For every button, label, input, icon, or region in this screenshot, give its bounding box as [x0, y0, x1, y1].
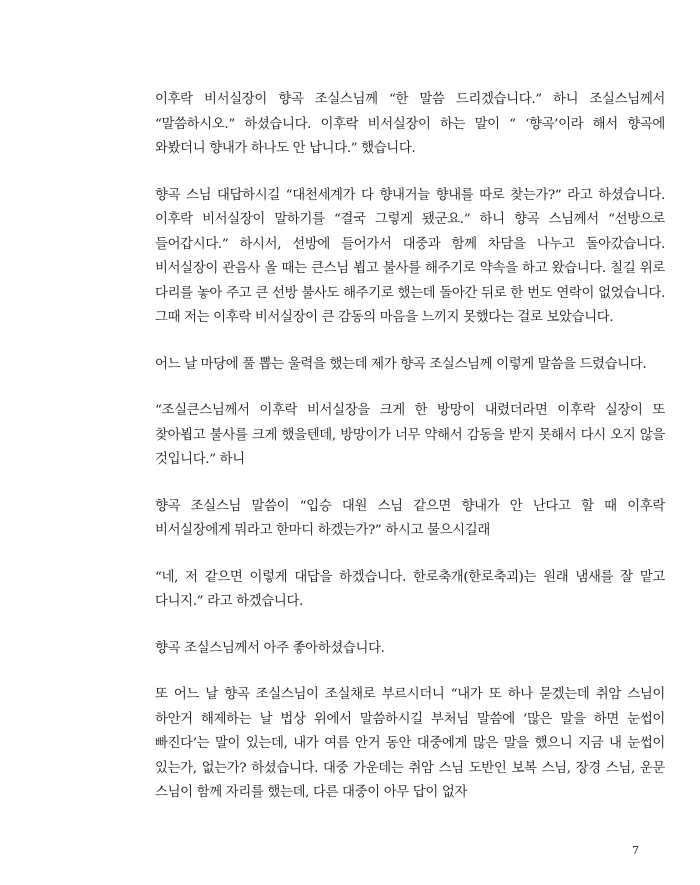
- paragraph: “조실큰스님께서 이후락 비서실장을 크게 한 방망이 내렸더라면 이후락 실장이 또 찾아뵙고 불사를 크게 했을텐데, 방망이가 너무 약해서 감동을 받지 못해서 다시 오지 않을 것입니다.” 하니: [155, 403, 665, 467]
- paragraph: 향곡 조실스님께서 아주 좋아하셨습니다.: [155, 640, 385, 656]
- page-number: 7: [632, 844, 639, 857]
- paragraph: 어느 날 마당에 풀 뽑는 울력을 했는데 제가 향곡 조실스님께 이렇게 말씀을 드렸습니다.: [155, 356, 647, 372]
- paragraph: “네, 저 같으면 이렇게 대답을 하겠습니다. 한로축개(한로축괴)는 원래 냄새를 잘 맡고 다니지.” 라고 하겠습니다.: [155, 569, 665, 609]
- paragraph: 향곡 조실스님 말씀이 “입승 대원 스님 같으면 향내가 안 난다고 할 때 이후락 비서실장에게 뭐라고 한마디 하겠는가?” 하시고 물으시길래: [155, 498, 665, 538]
- paragraph: 또 어느 날 향곡 조실스님이 조실채로 부르시더니 “내가 또 하나 묻겠는데 취암 스님이 하안거 해제하는 날 법상 위에서 말씀하시길 부처님 말씀에 ‘많은 말을 하면 눈썹이 빠진다’는 말이 있는데, 내가 여름 안거 동안 대중에게 많은 말을 했으니 지금 내 눈썹이 있는가, 없는가? 하셨습니다. 대중 가운데는 취암 스님 도반인 보복 스님, 장경 스님, 운문 스님이 함께 자리를 했는데, 다른 대중이 아무 답이 없자: [155, 687, 665, 800]
- paragraph: 이후락 비서실장이 향곡 조실스님께 “한 말씀 드리겠습니다.” 하니 조실스님께서 “말씀하시오.” 하셨습니다. 이후락 비서실장이 하는 말이 “ ‘향곡’이라 해서 향곡에 와봤더니 향내가 하나도 안 납니다.” 했습니다.: [155, 92, 665, 156]
- paragraph: 향곡 스님 대답하시길 “대천세계가 다 향내거늘 향내를 따로 찾는가?” 라고 하셨습니다. 이후락 비서실장이 말하기를 “결국 그렇게 됐군요.” 하니 향곡 스님께서 “선방으로 들어갑시다.” 하시서, 선방에 들어가서 대중과 함께 차담을 나누고 돌아갔습니다. 비서실장이 관음사 올 때는 큰스님 뵙고 불사를 해주기로 약속을 하고 왔습니다. 칠길 위로 다리를 놓아 주고 큰 선방 불사도 해주기로 했는데 돌아간 뒤로 한 번도 연락이 없었습니다. 그때 저는 이후락 비서실장이 큰 감동의 마음을 느끼지 못했다는 걸로 보았습니다.: [155, 187, 665, 325]
- page-body: [155, 88, 665, 828]
